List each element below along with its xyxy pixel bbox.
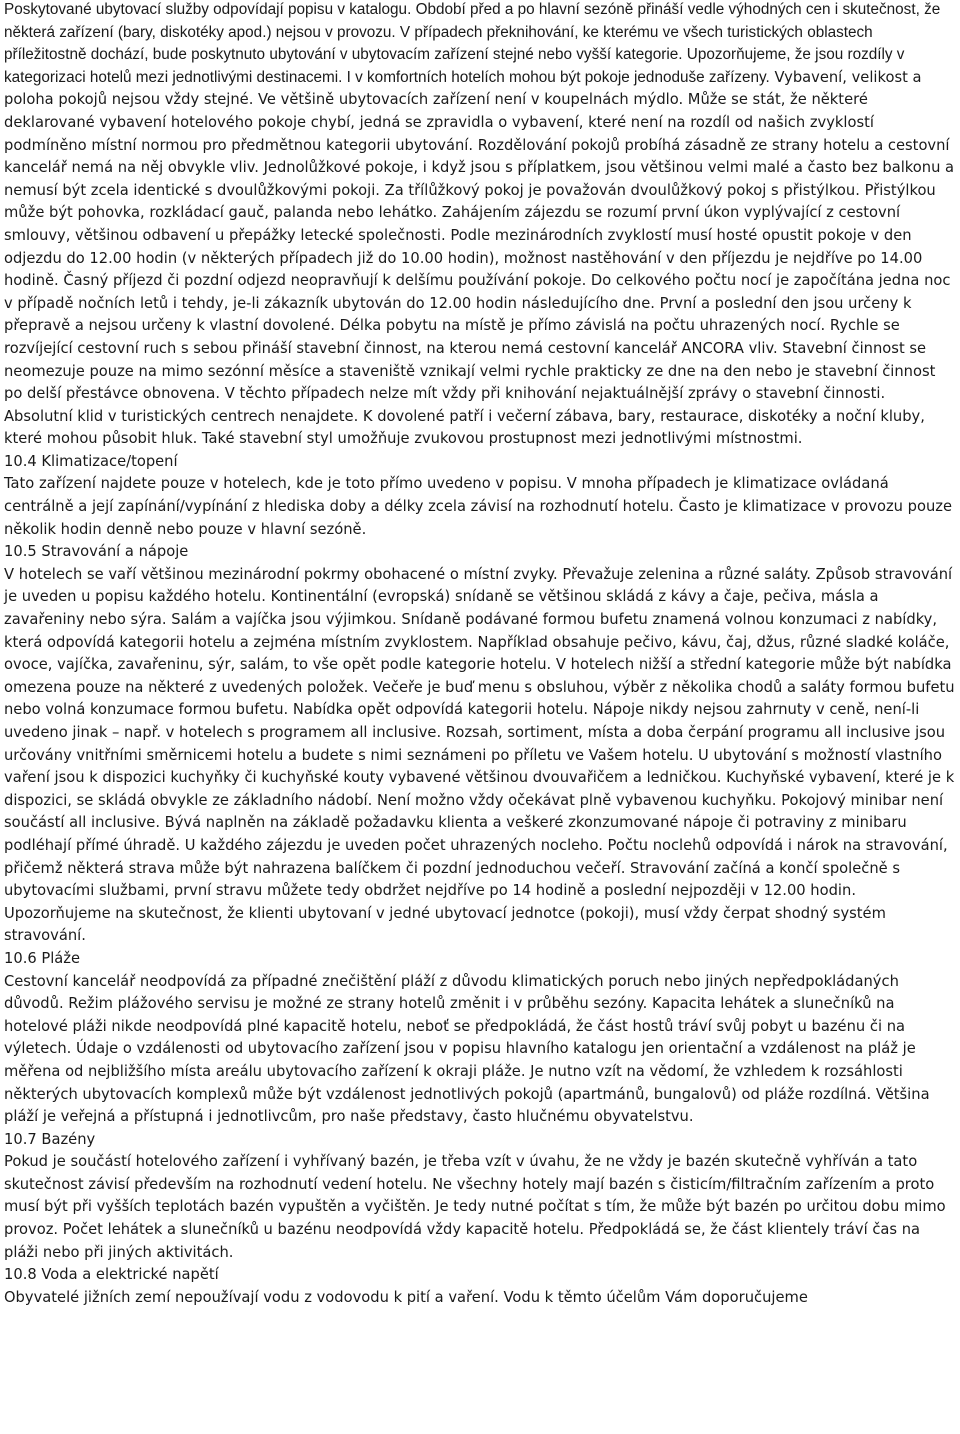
section-body-air-conditioning: Tato zařízení najdete pouze v hotelech, kde je toto přímo uvedeno v popisu. V mnoha případech je klimatizace ovládaná centrálně a její zapínání/vypínání z hlediska doby a délky zcela závisí na rozhodnutí hotelu. Často je klimatizace v provozu pouze několik hodin denně nebo pouze v hlavní sezóně. [4, 475, 952, 538]
section-heading-beaches: 10.6 Pláže [4, 949, 81, 967]
section-heading-water-electricity: 10.8 Voda a elektrické napětí [4, 1266, 219, 1284]
section-heading-pools: 10.7 Bazény [4, 1130, 96, 1148]
document-page [4, 0, 958, 1309]
section-heading-meals: 10.5 Stravování a nápoje [4, 543, 189, 561]
section-body-meals: V hotelech se vaří většinou mezinárodní pokrmy obohacené o místní zvyky. Převažuje zelenina a různé saláty. Způsob stravování je uveden u popisu každého hotelu. Kontinentální (evropská) snídaně se většinou skládá z kávy a čaje, pečiva, másla a zavařeniny nebo sýra. Salám a vajíčka jsou výjimkou. Snídaně podávané formou bufetu znamená volnou konzumaci z nabídky, která odpovídá kategorii hotelu a zejména místním zvyklostem. Například obsahuje pečivo, kávu, čaj, džus, různé sladké koláče, ovoce, vajíčka, zavařeninu, sýr, salám, to vše opět podle kategorie hotelu. V hotelech nižší a střední kategorie může být nabídka omezena pouze na některé z uvedených položek. Večeře je buď menu s obsluhou, výběr z několika chodů a saláty formou bufetu nebo volná konzumace formou bufetu. Nabídka opět odpovídá kategorii hotelu. Nápoje nikdy nejsou zahrnuty v ceně, není-li uvedeno jinak – např. v hotelech s programem all inclusive. Rozsah, sortiment, místa a doba čerpání programu all inclusive jsou určovány vnitřními směrnicemi hotelu a budete s nimi seznámeni po příletu ve Vašem hotelu. U ubytování s možností vlastního vaření jsou k dispozici kuchyňky či kuchyňské kouty vybavené většinou dvouvařičem a ledničkou. Kuchyňské vybavení, které je k dispozici, se skládá obvykle ze základního nádobí. Není možno vždy očekávat plně vybavenou kuchyňku. Pokojový minibar není součástí all inclusive. Bývá naplněn na základě požadavku klienta a veškeré zkonzumované nápoje či potraviny z minibaru podléhají přímé úhradě. U každého zájezdu je uveden počet uhrazených nocleho. Počtu noclehů odpovídá i nárok na stravování, přičemž některá strava může být nahrazena balíčkem či pozdní jednoduchou večeří. Stravování začíná a končí společně s ubytovacími službami, první stravu můžete tedy obdržet nejdříve po 14 hodině a poslední nejpozději v 12.00 hodin. Upozorňujeme na skutečnost, že klienti ubytovaní v jedné ubytovací jednotce (pokoji), musí vždy čerpat shodný systém stravování. [4, 565, 955, 945]
intro-text-part-1: Poskytované ubytovací služby odpovídají popisu v katalogu. Období před a po hlavní sezóně přináší vedle výhodných cen i skutečnost, že některá zařízení (bary, diskotéky apod.) nejsou v provozu. V případech překnihování, ke kterému ve všech turistických oblastech příležitostně dochází, bude poskytnuto ubytování v ubytovacím zařízení stejné nebo vyšší kategorie. Upozorňujeme, že jsou rozdíly v kategorizaci hotelů mezi jednotlivými destinacemi. I v komfortních hotelích mohou být pokoje jednoduše zařízeny. [4, 1, 941, 86]
section-body-pools: Pokud je součástí hotelového zařízení i vyhřívaný bazén, je třeba vzít v úvahu, že ne vždy je bazén skutečně vyhříván a tato skutečnost závisí především na rozhodnutí vedení hotelu. Ne všechny hotely mají bazén s čisticím/filtračním zařízením a proto musí být při vyšších teplotách bazén vypuštěn a vyčištěn. Je tedy nutné počítat s tím, že může být bazén po určitou dobu mimo provoz. Počet lehátek a slunečníků u bazénu neodpovídá vždy kapacitě hotelu. Předpokládá se, že část klientely tráví čas na pláži nebo při jiných aktivitách. [4, 1153, 946, 1261]
section-body-beaches: Cestovní kancelář neodpovídá za případné znečištění pláží z důvodu klimatických poruch nebo jiných nepředpokládaných důvodů. Režim plážového servisu je možné ze strany hotelů změnit i v průběhu sezóny. Kapacita lehátek a slunečníků na hotelové pláži nikde neodpovídá plné kapacitě hotelu, neboť se předpokládá, že část hostů tráví svůj pobyt u bazénu či na výletech. Údaje o vzdálenosti od ubytovacího zařízení jsou v popisu hlavního katalogu jen orientační a vzdálenost na pláž je měřena od nejbližšího místa areálu ubytovacího zařízení k okraji pláže. Je nutno vzít na vědomí, že vzhledem k rozsáhlosti některých ubytovacích komplexů může být vzdálenost jednotlivých pokojů (apartmánů, bungalovů) od pláže rozdílná. Většina pláží je veřejná a přístupná i jednotlivcům, pro naše představy, často hlučnému obyvatelstvu. [4, 972, 930, 1126]
section-body-water-electricity: Obyvatelé jižních zemí nepoužívají vodu z vodovodu k pití a vaření. Vodu k těmto účelům Vám doporučujeme [4, 1288, 808, 1306]
intro-paragraph [4, 0, 958, 451]
intro-text-part-2: Vybavení, velikost a poloha pokojů nejsou vždy stejné. Ve většině ubytovacích zařízení není v koupelnách mýdlo. Může se stát, že některé deklarované vybavení hotelového pokoje chybí, jedná se zpravidla o vybavení, které není na rozdíl od našich zvyklostí podmíněno místní normou pro předmětnou kategorii ubytování. Rozdělování pokojů probíhá zásadně ze strany hotelu a cestovní kancelář nemá na něj obvykle vliv. Jednolůžkové pokoje, i když jsou s příplatkem, jsou většinou velmi malé a často bez balkonu a nemusí být zcela identické s dvoulůžkovými pokoji. Za třílůžkový pokoj je považován dvoulůžkový pokoj s přistýlkou. Přistýlkou může být pohovka, rozkládací gauč, palanda nebo lehátko. Zahájením zájezdu se rozumí první úkon vyplývající z cestovní smlouvy, většinou odbavení u přepážky letecké společnosti. Podle mezinárodních zvyklostí musí hosté opustit pokoje v den odjezdu do 12.00 hodin (v některých případech již do 10.00 hodin), možnost nastěhování v den příjezdu je nejdříve po 14.00 hodině. Časný příjezd či pozdní odjezd neopravňují k delšímu používání pokoje. Do celkového počtu nocí je započítána jedna noc v případě nočních letů i tehdy, je-li zákazník ubytován do 12.00 hodin následujícího dne. První a poslední den jsou určeny k přepravě a nejsou určeny k vlastní dovolené. Délka pobytu na místě je přímo závislá na počtu uhrazených nocí. Rychle se rozvíjející cestovní ruch s sebou přináší stavební činnost, na kterou nemá cestovní kancelář ANCORA vliv. Stavební činnost se neomezuje pouze na mimo sezónní měsíce a staveniště vznikají velmi rychle prakticky ze dne na den nebo je stavební činnost po delší přestávce obnovena. V těchto případech nelze mít vždy při knihování nejaktuálnější zprávy o stavební činnosti. Absolutní klid v turistických centrech nenajdete. K dovolené patří i večerní zábava, bary, restaurace, diskotéky a noční kluby, které mohou působit hluk. Také stavební styl umožňuje zvukovou prostupnost mezi jednotlivými místnostmi. [4, 68, 955, 448]
section-heading-air-conditioning: 10.4 Klimatizace/topení [4, 452, 178, 470]
